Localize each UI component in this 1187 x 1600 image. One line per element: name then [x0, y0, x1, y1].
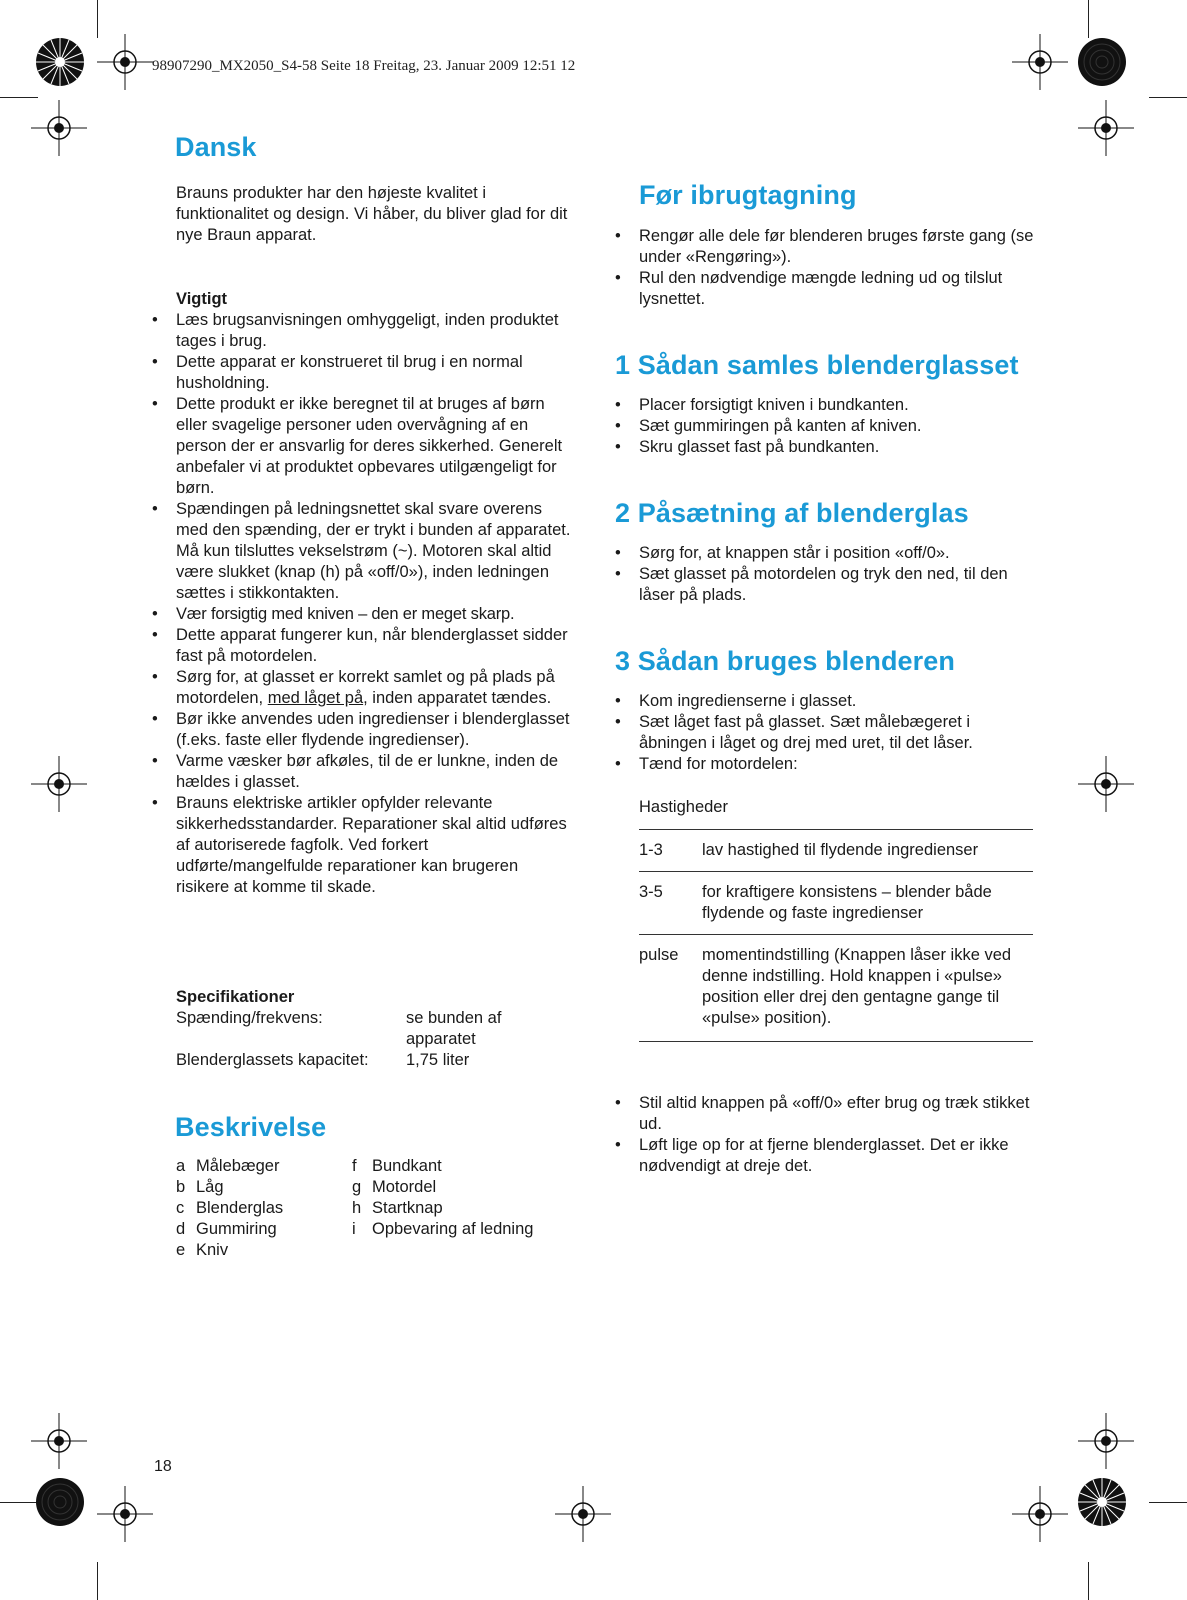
attaching-list — [615, 543, 1035, 606]
spec-table — [176, 1008, 576, 1071]
before-use-list — [615, 226, 1035, 310]
intro-paragraph: Brauns produkter har den højeste kvalitet i funktionalitet og design. Vi håber, du bliver glad for dit nye Braun apparat. — [176, 184, 568, 244]
list-item: • Sæt gummiringen på kanten af kniven. — [615, 416, 1035, 437]
speed-description: momentindstilling (Knappen låser ikke ved denne indstilling. Hold knappen i «pulse» position eller drej den gentagne gange til «pulse» position). — [702, 946, 1012, 1027]
crop-line — [1149, 97, 1187, 98]
part-item — [176, 1198, 352, 1219]
part-item — [352, 1198, 562, 1219]
part-label: Kniv — [196, 1241, 229, 1259]
speed-setting: 3-5 — [639, 883, 663, 901]
spec-row — [176, 1008, 576, 1050]
spec-key: Blenderglassets kapacitet: — [176, 1051, 369, 1069]
list-item: • Sæt glasset på motordelen og tryk den ned, til den låser på plads. — [615, 564, 1035, 606]
crosshair-mark-icon — [31, 1413, 87, 1469]
part-item — [176, 1156, 352, 1177]
page-number: 18 — [154, 1458, 172, 1475]
starburst-mark-icon — [34, 36, 86, 88]
list-item: • Placer forsigtigt kniven i bundkanten. — [615, 395, 1035, 416]
section-title-usage: 3 Sådan bruges blenderen — [615, 646, 955, 676]
crop-line — [0, 97, 38, 98]
crosshair-mark-icon — [1012, 1486, 1068, 1542]
lid-text-after: , inden apparatet tændes. — [363, 689, 552, 707]
part-letter: b — [176, 1178, 186, 1196]
crosshair-mark-icon — [97, 34, 153, 90]
lid-text-before: Sørg for, at glasset er korrekt samlet og på plads på motordelen, — [176, 668, 555, 707]
list-item: • Løft lige op for at fjerne blenderglasset. Det er ikke nødvendigt at dreje det. — [615, 1135, 1035, 1177]
list-item: • Vær forsigtig med kniven – den er meget skarp. — [152, 604, 572, 625]
concentric-mark-icon — [1076, 36, 1128, 88]
section-title-attaching: 2 Påsætning af blenderglas — [615, 498, 969, 528]
list-item: • Dette apparat er konstrueret til brug i en normal husholdning. — [152, 352, 572, 394]
list-item: • Dette produkt er ikke beregnet til at bruges af børn eller svagelige personer uden overvågning af en person der er ansvarlig for deres sikkerhed. Generelt anbefaler vi at produktet opbevares utilgængeligt for børn. — [152, 394, 572, 499]
speed-setting: pulse — [639, 946, 679, 964]
table-row — [639, 935, 1033, 1042]
part-letter: i — [352, 1220, 356, 1238]
parts-column — [176, 1156, 352, 1261]
section-title-description: Beskrivelse — [175, 1112, 327, 1142]
crosshair-mark-icon — [97, 1486, 153, 1542]
list-item: • Sæt låget fast på glasset. Sæt målebægeret i åbningen i låget og drej med uret, til det låser. — [615, 712, 1035, 754]
lid-text-underlined: med låget på — [267, 689, 364, 707]
list-item: • Dette apparat fungerer kun, når blenderglasset sidder fast på motordelen. — [152, 625, 572, 667]
crosshair-mark-icon — [31, 100, 87, 156]
speeds-heading: Hastigheder — [639, 798, 728, 816]
list-item: • Rul den nødvendige mængde ledning ud og tilslut lysnettet. — [615, 268, 1035, 310]
part-letter: e — [176, 1241, 186, 1259]
speed-description: lav hastighed til flydende ingredienser — [702, 841, 979, 859]
spec-value: se bunden af apparatet — [406, 1009, 502, 1048]
list-item: • Sørg for, at knappen står i position «off/0». — [615, 543, 1035, 564]
crop-line — [1149, 1502, 1187, 1503]
speeds-table — [639, 829, 1033, 1042]
list-item: • Brauns elektriske artikler opfylder relevante sikkerhedsstandarder. Reparationer skal altid udføres af autoriserede fagfolk. Ved forkert udførte/mangelfulde reparationer kan brugeren risikere at komme til skade. — [152, 793, 572, 898]
part-label: Startknap — [372, 1199, 443, 1217]
part-letter: g — [352, 1178, 362, 1196]
starburst-mark-icon — [1076, 1476, 1128, 1528]
concentric-mark-icon — [34, 1476, 86, 1528]
assembly-list — [615, 395, 1035, 458]
part-label: Motordel — [372, 1178, 437, 1196]
part-letter: h — [352, 1199, 362, 1217]
crop-line — [97, 0, 98, 38]
table-row — [639, 872, 1033, 935]
parts-column — [352, 1156, 562, 1261]
list-item: • Varme væsker bør afkøles, til de er lunkne, inden de hældes i glasset. — [152, 751, 572, 793]
part-letter: c — [176, 1199, 185, 1217]
important-list — [152, 310, 572, 898]
crop-line — [1088, 0, 1089, 38]
list-item: • Rengør alle dele før blenderen bruges første gang (se under «Rengøring»). — [615, 226, 1035, 268]
section-title-assembly: 1 Sådan samles blenderglasset — [615, 350, 1019, 380]
part-item — [176, 1240, 352, 1261]
part-label: Bundkant — [372, 1157, 442, 1175]
list-item: • Bør ikke anvendes uden ingredienser i blenderglasset (f.eks. faste eller flydende ingredienser). — [152, 709, 572, 751]
part-label: Gummiring — [196, 1220, 277, 1238]
print-slug: 98907290_MX2050_S4-58 Seite 18 Freitag, 23. Januar 2009 12:51 12 — [152, 58, 576, 74]
list-item: • Kom ingredienserne i glasset. — [615, 691, 1035, 712]
list-item: • Spændingen på ledningsnettet skal svare overens med den spænding, der er trykt i bunden af apparatet. Må kun tilsluttes vekselstrøm (~). Motoren skal altid være slukket (knap (h) på «off/0»), inden ledningen sættes i stikkontakten. — [152, 499, 572, 604]
part-item — [176, 1177, 352, 1198]
part-label: Målebæger — [196, 1157, 280, 1175]
part-label: Blenderglas — [196, 1199, 284, 1217]
list-item — [152, 667, 572, 709]
page-title: Dansk — [175, 132, 257, 162]
crosshair-mark-icon — [1078, 1413, 1134, 1469]
part-label: Låg — [196, 1178, 224, 1196]
list-item: • Skru glasset fast på bundkanten. — [615, 437, 1035, 458]
part-item — [352, 1177, 562, 1198]
part-item — [352, 1156, 562, 1177]
part-item — [352, 1219, 562, 1240]
usage-list — [615, 691, 1035, 775]
crosshair-mark-icon — [1078, 100, 1134, 156]
spec-value: 1,75 liter — [406, 1051, 470, 1069]
part-letter: f — [352, 1157, 357, 1175]
list-item: • Tænd for motordelen: — [615, 754, 1035, 775]
part-letter: a — [176, 1157, 186, 1175]
list-item: • Læs brugsanvisningen omhyggeligt, inden produktet tages i brug. — [152, 310, 572, 352]
after-use-list — [615, 1093, 1035, 1177]
speed-setting: 1-3 — [639, 841, 663, 859]
speed-description: for kraftigere konsistens – blender både flydende og faste ingredienser — [702, 883, 992, 922]
list-item: • Stil altid knappen på «off/0» efter brug og træk stikket ud. — [615, 1093, 1035, 1135]
section-title-before-use: Før ibrugtagning — [639, 180, 857, 210]
crosshair-mark-icon — [31, 756, 87, 812]
crop-line — [0, 1502, 38, 1503]
crosshair-mark-icon — [555, 1486, 611, 1542]
spec-key: Spænding/frekvens: — [176, 1009, 323, 1027]
crop-line — [97, 1562, 98, 1600]
parts-list — [176, 1156, 562, 1261]
important-heading: Vigtigt — [176, 290, 228, 308]
spec-row — [176, 1050, 576, 1071]
crop-line — [1088, 1562, 1089, 1600]
part-item — [176, 1219, 352, 1240]
table-row — [639, 830, 1033, 872]
spec-heading: Specifikationer — [176, 988, 295, 1006]
crosshair-mark-icon — [1012, 34, 1068, 90]
part-letter: d — [176, 1220, 186, 1238]
crosshair-mark-icon — [1078, 756, 1134, 812]
part-label: Opbevaring af ledning — [372, 1220, 534, 1238]
